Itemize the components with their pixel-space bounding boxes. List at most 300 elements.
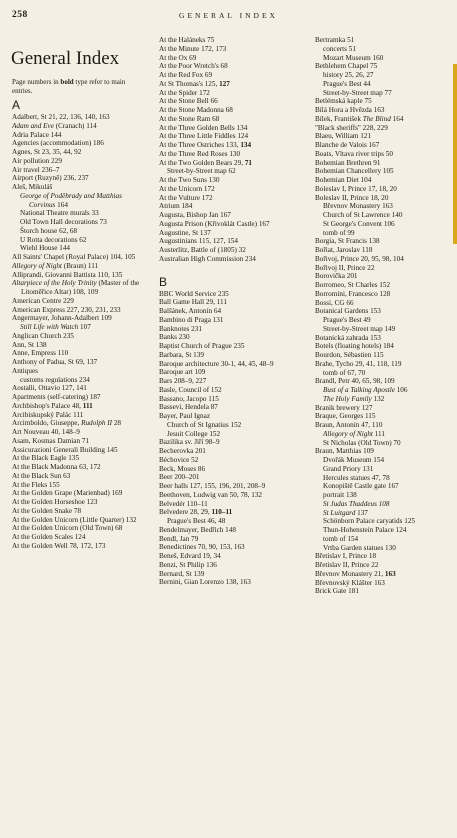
entry-text: At the Golden Unicorn (Old Town) 68 (12, 524, 123, 533)
index-column-2 (159, 36, 307, 836)
entry-text: Banknotes 231 (159, 324, 202, 333)
index-entry (12, 358, 143, 367)
entry-text: history 25, 26, 27 (323, 71, 374, 79)
index-entry (315, 290, 456, 299)
index-entry (315, 561, 456, 570)
index-entry (159, 465, 307, 474)
index-subentry (12, 244, 143, 253)
index-entry (159, 89, 307, 98)
entry-text: Štorch house 62, 68 (20, 226, 78, 235)
entry-text: Botels (floating hotels) 184 (315, 342, 394, 351)
index-entry (159, 36, 307, 45)
entry-text: Břevnov Monastery 163 (323, 202, 393, 211)
index-subentry (315, 544, 456, 553)
index-column-3 (315, 36, 456, 836)
entry-text: Church of St Lawrence 140 (323, 211, 403, 219)
entry-text: Hercules statues 47, 78 (323, 473, 390, 482)
entry-text: tomb of 67, 70 (323, 368, 366, 377)
entry-text: At the Three Red Roses 130 (159, 149, 241, 158)
index-entry (159, 342, 307, 351)
italic-title-text: Allegory of Night (12, 261, 62, 270)
entry-text: (Cranach) 114 (53, 121, 97, 130)
index-entry (12, 166, 143, 175)
entry-text: At the Golden Grape (Marienbad) 169 (12, 489, 123, 498)
main-entry-page-ref: 110–11 (211, 508, 233, 517)
entry-text: Asam, Kosmas Damian 71 (12, 436, 90, 445)
index-entry (159, 202, 307, 211)
entry-text: Augustine, St 137 (159, 228, 211, 237)
entry-text: At the Three Little Fiddles 124 (159, 132, 249, 141)
entry-text: Borgia, St Francis 138 (315, 237, 380, 246)
index-entry (159, 97, 307, 106)
index-entry (12, 183, 143, 192)
entry-text: (Master of the Litoměřice Altar) 108, 109 (21, 279, 140, 296)
entry-text: Bořiat, Jaroslav 118 (315, 246, 373, 254)
index-entry (12, 332, 143, 341)
index-entry (159, 333, 307, 342)
entry-text: At the Three Golden Bells 134 (159, 123, 248, 132)
entry-text: Dvořák Museum 154 (323, 456, 385, 464)
entry-text: Baroque architecture 30-1, 44, 45, 48–9 (159, 359, 274, 368)
running-head: GENERAL INDEX (179, 11, 278, 20)
index-entry (159, 176, 307, 185)
entry-text: Braun, Antonín 47, 110 (315, 421, 383, 429)
index-entry (315, 412, 456, 421)
entry-text: At the Black Eagle 135 (12, 454, 80, 463)
entry-text: Ann, St 138 (12, 340, 47, 349)
entry-text: Baptist Church of Prague 235 (159, 342, 245, 350)
index-entry (12, 349, 143, 358)
index-entry (159, 246, 307, 255)
index-entry (12, 437, 143, 446)
entry-text: Bořivoj II, Prince 22 (315, 263, 375, 272)
index-subentry (12, 227, 143, 236)
index-subentry (315, 439, 456, 448)
index-entry (315, 36, 456, 45)
entry-text: At the Two Golden Bears 29, (159, 158, 245, 167)
index-entry (159, 316, 307, 325)
index-entry (315, 115, 456, 124)
index-entry (159, 71, 307, 80)
italic-title-text: Altarpiece of the Holy Trinity (12, 279, 97, 288)
entry-text: Adria Palace 144 (12, 130, 62, 139)
index-subentry (12, 209, 143, 218)
entry-text: American Express 227, 230, 231, 233 (12, 305, 121, 314)
entry-text: Prague's Best 44 (323, 79, 371, 88)
index-entry (12, 122, 143, 131)
entry-text: tomb of 154 (323, 534, 359, 543)
entry-text: Borromini, Francesco 128 (315, 289, 391, 298)
entry-text: Anthony of Padua, St 69, 137 (12, 358, 98, 366)
index-entry (159, 561, 307, 570)
entry-text: Bazilika sv. Jiří 98–9 (159, 438, 220, 447)
index-subentry (315, 465, 456, 474)
index-entry (12, 113, 143, 122)
index-entry (12, 314, 143, 323)
index-subentry (315, 54, 456, 63)
entry-text: Betlémská kaple 75 (315, 97, 372, 106)
index-entry (12, 489, 143, 498)
index-entry (315, 246, 456, 255)
section-spacer (159, 264, 307, 272)
index-entry (12, 481, 143, 490)
index-subentry (315, 395, 456, 404)
index-entry (12, 419, 143, 428)
entry-text: Beer 200–201 (159, 473, 200, 482)
entry-text: Bassano, Jacopo 115 (159, 394, 219, 403)
index-entry (12, 139, 143, 148)
index-entry (159, 290, 307, 299)
index-entry (159, 500, 307, 509)
entry-text: Beer halls 127, 155, 196, 201, 208–9 (159, 482, 266, 490)
italic-title-text: The Holy Family (323, 394, 372, 403)
index-subentry (315, 491, 456, 500)
index-entry (315, 185, 456, 194)
index-entry (12, 157, 143, 166)
index-letter-heading: A (12, 98, 21, 112)
index-entry (159, 54, 307, 63)
entry-text: Air pollution 229 (12, 156, 62, 165)
index-entry (159, 535, 307, 544)
entry-text: American Centre 229 (12, 296, 74, 305)
index-entry (315, 167, 456, 176)
index-entry (159, 543, 307, 552)
entry-text: Bohemian Chancellery 105 (315, 167, 394, 176)
index-subentry (315, 89, 456, 98)
entry-text: At the Red Fox 69 (159, 71, 213, 79)
entry-text: Schönborn Palace caryatids 125 (323, 517, 416, 526)
index-entry (315, 421, 456, 430)
entry-text: Belvedere 28, 29, (159, 508, 212, 517)
entry-text: Borromeo, St Charles 152 (315, 281, 391, 289)
index-subentry (315, 482, 456, 491)
index-entry (315, 404, 456, 413)
entry-text: Blanche de Valois 167 (315, 141, 380, 149)
index-subentry (12, 236, 143, 245)
entry-text: Beneš, Edvard 19, 34 (159, 552, 221, 560)
entry-text: At the Black Madonna 63, 172 (12, 463, 101, 471)
entry-text: At the Fleks 155 (12, 480, 60, 489)
index-columns (12, 36, 456, 836)
entry-text: Brick Gate 181 (315, 587, 359, 596)
entry-text: Baroque art 109 (159, 368, 206, 377)
entry-text: At the Unicorn 172 (159, 184, 215, 193)
index-entry (315, 237, 456, 246)
entry-text: Old Town Hall decorations 73 (20, 218, 107, 226)
index-subentry (315, 325, 456, 334)
index-entry (315, 124, 456, 133)
entry-text: Grand Priory 131 (323, 464, 374, 473)
entry-text: Bořivoj, Prince 20, 95, 98, 104 (315, 254, 404, 263)
entry-text: tomb of 99 (323, 228, 355, 237)
index-subentry (315, 229, 456, 238)
entry-text: At the Three Ostriches 133, (159, 141, 241, 149)
entry-text: Balšánek, Antonín 64 (159, 307, 222, 315)
entry-text: Austerlitz, Battle of (1805) 32 (159, 246, 246, 254)
index-entry (12, 446, 143, 455)
index-subentry (159, 517, 307, 526)
index-subentry (315, 80, 456, 89)
entry-text: Břetislav II, Prince 22 (315, 561, 379, 569)
index-subentry (315, 430, 456, 439)
index-entry (12, 463, 143, 472)
index-entry (159, 141, 307, 150)
index-entry (159, 255, 307, 264)
entry-text: Bassevi, Hendela 87 (159, 403, 218, 412)
entry-text: Wiehl House 144 (20, 244, 71, 253)
entry-text: Boats, Vltava river trips 50 (315, 149, 393, 158)
index-entry (12, 411, 143, 420)
index-subentry (159, 430, 307, 439)
index-entry (159, 237, 307, 246)
entry-text: Antiques (12, 366, 38, 375)
entry-text: Blaeu, William 121 (315, 132, 372, 141)
index-entry (159, 368, 307, 377)
index-entry (159, 220, 307, 229)
index-subentry (315, 456, 456, 465)
index-entry (159, 307, 307, 316)
entry-text: Becherovka 201 (159, 447, 206, 455)
entry-text: Bílá Hora a Hvězda 163 (315, 106, 385, 114)
entry-text: Beethoven, Ludwig van 50, 78, 132 (159, 490, 263, 499)
italic-title-text: St Luitgard (323, 508, 356, 517)
entry-text: Bertramka 51 (315, 36, 355, 44)
entry-text: At the Golden Well 78, 172, 173 (12, 541, 106, 550)
index-entry (315, 307, 456, 316)
index-entry (12, 271, 143, 280)
entry-text: concerts 51 (323, 44, 356, 53)
index-entry (12, 533, 143, 542)
index-entry (315, 159, 456, 168)
entry-text: At the Black Sun 63 (12, 471, 71, 480)
entry-text: Bernard, St 139 (159, 569, 205, 578)
index-entry (12, 306, 143, 315)
entry-text: Bourdon, Sébastien 115 (315, 351, 384, 359)
entry-text: National Theatre murals 33 (20, 209, 99, 218)
entry-text: 164 (55, 200, 68, 209)
italic-title-text: George of Poděbrady and Matthias Corvinus (20, 191, 122, 209)
index-entry (12, 341, 143, 350)
index-entry (159, 45, 307, 54)
index-subentry (315, 526, 456, 535)
entry-text: Prague's Best 49 (323, 316, 371, 324)
entry-text: Aostalli, Ottavio 127, 141 (12, 384, 87, 393)
index-entry (12, 498, 143, 507)
entry-text: Břevnovský Klášter 163 (315, 578, 385, 587)
entry-text: Street-by-Street map 77 (323, 88, 392, 97)
entry-text: Bendelmayer, Bedřich 148 (159, 525, 236, 534)
entry-text: Bohemian Diet 104 (315, 176, 372, 184)
index-entry (12, 262, 143, 271)
index-entry (159, 132, 307, 141)
entry-text: Arcibiskupský Palác 111 (12, 410, 84, 419)
entry-text: Bethlehem Chapel 75 (315, 62, 378, 71)
entry-text: 164 (390, 114, 404, 123)
index-entry (315, 360, 456, 369)
page-number: 258 (12, 10, 28, 20)
index-entry (159, 185, 307, 194)
entry-text: (Braun) 111 (61, 261, 99, 270)
entry-text: At the Minute 172, 173 (159, 44, 227, 53)
main-entry-page-ref: 134 (240, 141, 252, 149)
index-entry (315, 587, 456, 596)
index-entry (315, 62, 456, 71)
entry-text: Augustinians 115, 127, 154 (159, 237, 238, 246)
entry-text: Belvedér 110–11 (159, 499, 208, 508)
entry-text: 28 (112, 419, 122, 428)
entry-text: Benzi, St Philip 136 (159, 560, 217, 569)
index-entry (12, 393, 143, 402)
index-entry (159, 552, 307, 561)
entry-text: Adalbert, St 21, 22, 136, 140, 163 (12, 113, 110, 121)
entry-text: Anglican Church 235 (12, 331, 74, 340)
entry-text: Bayer, Paul Ignaz (159, 412, 211, 420)
entry-text: Barbara, St 139 (159, 350, 204, 359)
index-entry (159, 447, 307, 456)
index-subentry (315, 386, 456, 395)
entry-text: Page numbers in (12, 78, 61, 86)
entry-text: Borovička 201 (315, 272, 358, 281)
entry-text: Vrtba Garden statues 130 (323, 543, 396, 552)
entry-text: At the Golden Snake 78 (12, 506, 82, 515)
entry-text: Jesuit College 152 (167, 429, 221, 438)
index-entry (12, 131, 143, 140)
italic-title-text: The Blind (362, 114, 391, 123)
index-entry (315, 150, 456, 159)
index-entry (315, 141, 456, 150)
entry-text: Bossi, CG 66 (315, 298, 354, 307)
index-entry (159, 473, 307, 482)
index-entry (315, 299, 456, 308)
entry-text: Air travel 236–7 (12, 165, 60, 174)
entry-text: At the Golden Scales 124 (12, 533, 86, 541)
page-title: General Index (11, 48, 120, 69)
index-entry (159, 229, 307, 238)
entry-text: At the Poor Wretch's 68 (159, 62, 228, 71)
entry-text: At the Spider 172 (159, 88, 210, 97)
entry-text: Béchovice 52 (159, 455, 199, 464)
entry-text: Bílek, František (315, 114, 363, 123)
entry-text: U Rotta decorations 62 (20, 235, 87, 244)
entry-text: Angermayer, Johann-Adalbert 109 (12, 314, 112, 323)
index-subentry (315, 202, 456, 211)
index-entry (12, 367, 143, 376)
index-entry (315, 342, 456, 351)
index-entry (315, 97, 456, 106)
index-entry (159, 62, 307, 71)
index-entry (315, 132, 456, 141)
index-entry (12, 297, 143, 306)
index-subentry (12, 192, 143, 210)
entry-text: Australian High Commission 234 (159, 254, 256, 263)
index-entry (315, 255, 456, 264)
entry-text: Augusta Prison (Křivoklát Castle) 167 (159, 219, 270, 228)
main-entry-page-ref: 127 (219, 79, 230, 88)
entry-text: Braque, Georges 115 (315, 412, 376, 421)
entry-text: Benedictines 70, 90, 153, 163 (159, 543, 245, 552)
index-entry (315, 194, 456, 203)
entry-text: Břetislav I, Prince 18 (315, 552, 377, 561)
index-entry (159, 438, 307, 447)
entry-text: Aleš, Mikuláš (12, 183, 53, 191)
index-entry (159, 403, 307, 412)
index-entry (159, 115, 307, 124)
entry-text: At the Stone Bell 66 (159, 97, 218, 106)
index-entry (159, 491, 307, 500)
entry-text: Ball Game Hall 29, 111 (159, 298, 227, 307)
index-entry (12, 516, 143, 525)
entry-text: 107 (78, 323, 91, 331)
entry-text: Konopiště Castle gate 167 (323, 482, 399, 491)
index-entry (159, 386, 307, 395)
entry-text: At the Stone Madonna 68 (159, 106, 233, 114)
index-entry (159, 211, 307, 220)
entry-text: Mozart Museum 160 (323, 53, 384, 62)
index-entry (315, 579, 456, 588)
page-header (12, 10, 445, 24)
index-entry (12, 454, 143, 463)
index-entry (315, 106, 456, 115)
entry-text: Assicurazioni Generali Building 145 (12, 445, 118, 454)
entry-text: All Saints' Chapel (Royal Palace) 104, 105 (12, 253, 136, 261)
index-entry (159, 150, 307, 159)
entry-text: Atrium 184 (159, 202, 193, 211)
index-subentry (315, 316, 456, 325)
entry-text: Archbishop's Palace 48, (12, 401, 83, 410)
index-subentry (159, 167, 307, 176)
entry-text: BBC World Service 235 (159, 289, 229, 298)
entry-text: Boleslav II, Prince 18, 20 (315, 193, 389, 202)
index-letter-heading: B (159, 274, 168, 289)
index-entry (12, 542, 143, 551)
index-subentry (315, 500, 456, 509)
entry-text: type refer to main entries. (12, 78, 126, 95)
index-entry (315, 176, 456, 185)
index-entry (315, 351, 456, 360)
entry-text: Church of St Ignatius 152 (167, 420, 242, 429)
entry-text: Basle, Council of 152 (159, 385, 222, 394)
entry-text: Bendl, Jan 79 (159, 534, 199, 543)
entry-text: Augusta, Bishop Jan 167 (159, 211, 231, 219)
entry-text: Botanical Gardens 153 (315, 307, 381, 316)
entry-text: St George's Convent 106 (323, 219, 395, 228)
entry-text: Prague's Best 46, 48 (167, 517, 226, 525)
index-entry (159, 508, 307, 517)
index-subentry (12, 218, 143, 227)
index-entry (159, 194, 307, 203)
italic-title-text: Allegory of Night (323, 429, 373, 438)
index-entry (159, 526, 307, 535)
entry-text: St Nicholas (Old Town) 70 (323, 438, 401, 447)
italic-title-text: Rudolph II (81, 419, 113, 428)
index-entry (315, 447, 456, 456)
index-entry (315, 570, 456, 579)
index-subentry (315, 474, 456, 483)
entry-text: 137 (355, 508, 368, 517)
index-entry (315, 334, 456, 343)
entry-text: Anne, Empress 110 (12, 349, 69, 358)
index-entry (315, 377, 456, 386)
italic-title-text: St Judas Thaddeus 108 (323, 499, 390, 508)
entry-text: Bohemian Brethren 91 (315, 158, 381, 167)
index-entry (315, 281, 456, 290)
entry-text: At St Thomas's 125, (159, 79, 220, 88)
main-entry-page-ref: 111 (82, 401, 93, 410)
entry-text: At the Haláneks 75 (159, 36, 215, 44)
entry-text: Airport (Ruzyně) 236, 237 (12, 174, 89, 183)
index-entry (12, 507, 143, 516)
index-entry (12, 253, 143, 262)
